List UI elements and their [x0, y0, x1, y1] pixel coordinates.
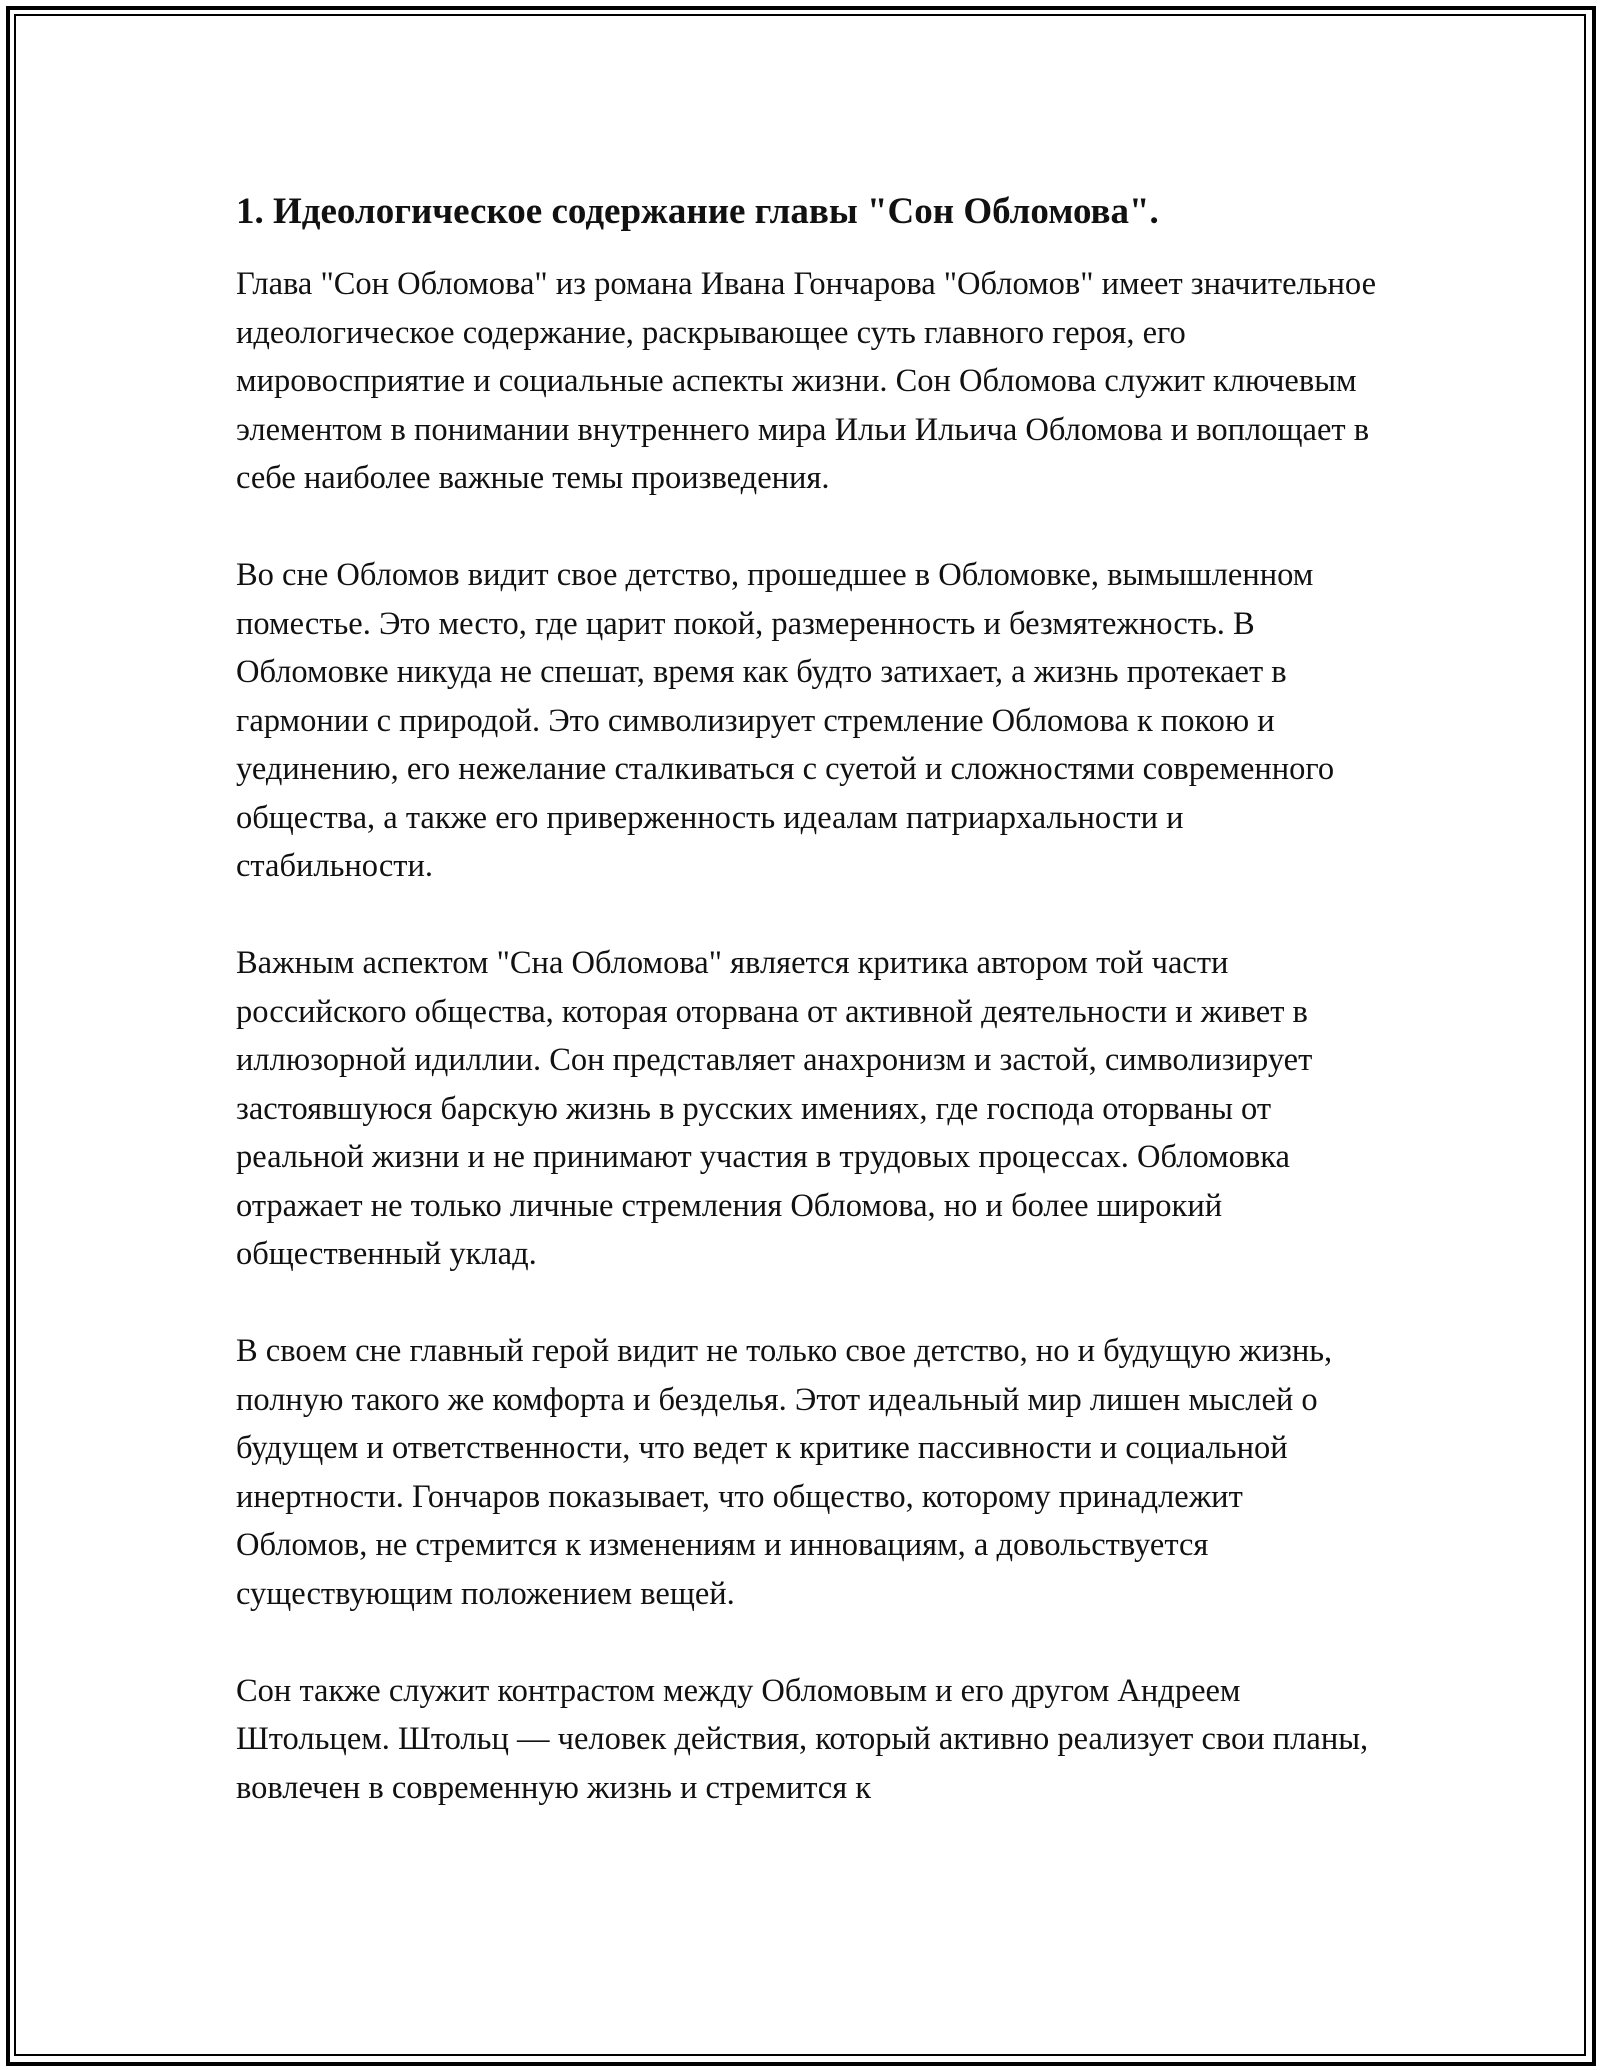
- document-body: [236, 186, 1376, 1861]
- paragraph-3: Важным аспектом "Сна Обломова" является критика автором той части российского общества, которая оторвана от активной деятельности и живет в иллюзорной идиллии. Сон представляет анахронизм и застой, символизирует застоявшуюся барскую жизнь в русских имениях, где господа оторваны от реальной жизни и не принимают участия в трудовых процессах. Обломовка отражает не только личные стремления Обломова, но и более широкий общественный уклад.: [236, 945, 1313, 1272]
- section-heading: 1. Идеологическое содержание главы "Сон Обломова".: [236, 191, 1159, 232]
- paragraph-2: Во сне Обломов видит свое детство, прошедшее в Обломовке, вымышленном поместье. Это место, где царит покой, размеренность и безмятежность. В Обломовке никуда не спешат, время как будто затихает, а жизнь протекает в гармонии с природой. Это символизирует стремление Обломова к покою и уединению, его нежелание сталкиваться с суетой и сложностями современного общества, а также его приверженность идеалам патриархальности и стабильности.: [236, 557, 1335, 884]
- paragraph-5: Сон также служит контрастом между Обломовым и его другом Андреем Штольцем. Штольц — человек действия, который активно реализует свои планы, вовлечен в современную жизнь и стремится к: [236, 1672, 1369, 1806]
- paragraph-1: Глава "Сон Обломова" из романа Ивана Гончарова "Обломов" имеет значительное идеологическое содержание, раскрывающее суть главного героя, его мировосприятие и социальные аспекты жизни. Сон Обломова служит ключевым элементом в понимании внутреннего мира Ильи Ильича Обломова и воплощает в себе наиболее важные темы произведения.: [236, 266, 1377, 496]
- paragraph-4: В своем сне главный герой видит не только свое детство, но и будущую жизнь, полную такого же комфорта и безделья. Этот идеальный мир лишен мыслей о будущем и ответственности, что ведет к критике пассивности и социальной инертности. Гончаров показывает, что общество, которому принадлежит Обломов, не стремится к изменениям и инновациям, а довольствуется существующим положением вещей.: [236, 1333, 1333, 1612]
